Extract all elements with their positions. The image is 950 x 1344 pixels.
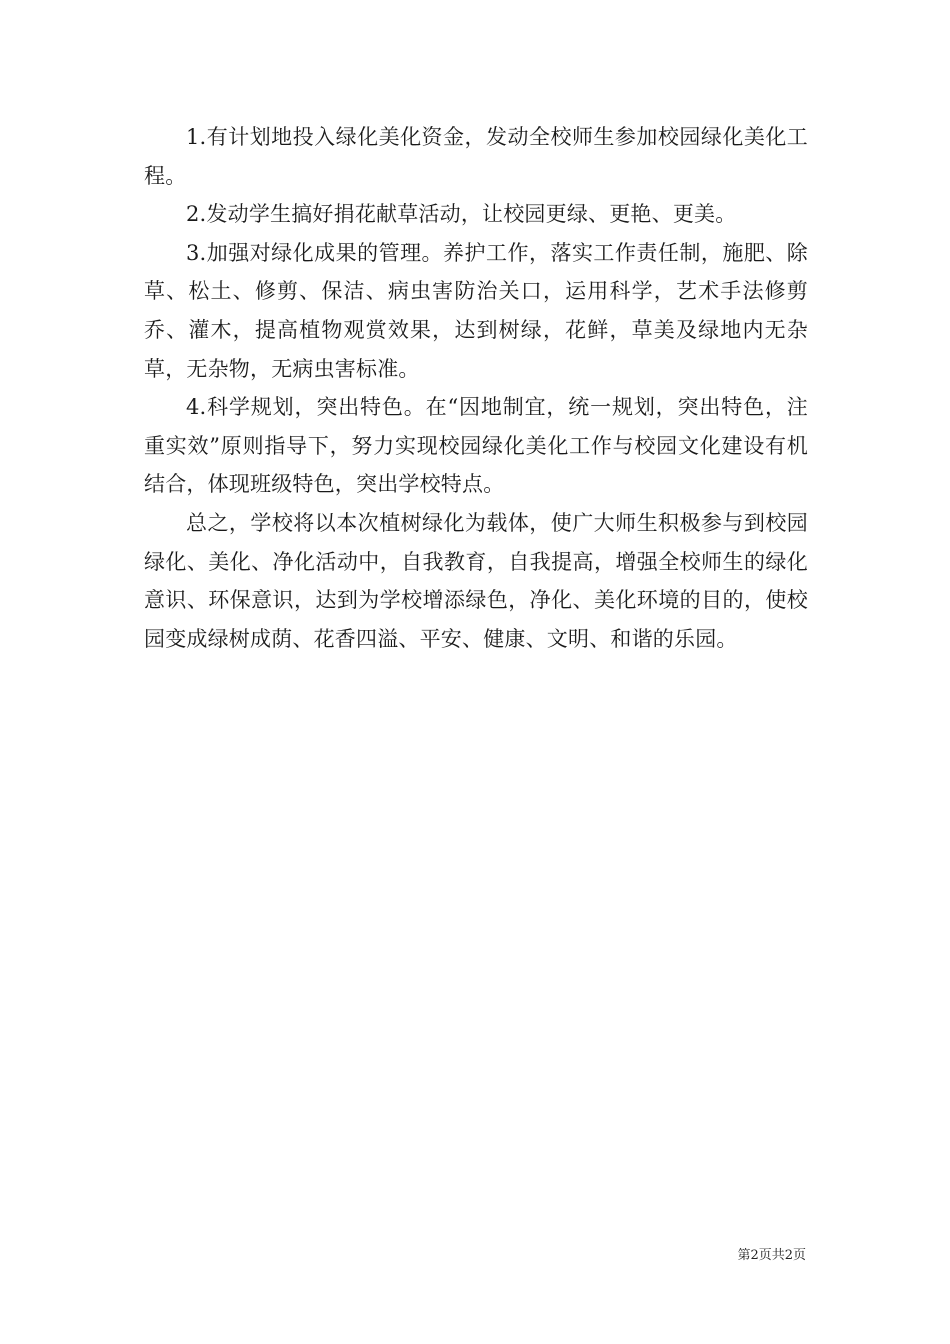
paragraph-1: 1.有计划地投入绿化美化资金，发动全校师生参加校园绿化美化工程。 (144, 125, 808, 188)
paragraph-2: 2.发动学生搞好捐花献草活动，让校园更绿、更艳、更美。 (186, 202, 737, 227)
page-number-footer: 第2页共2页 (737, 1248, 806, 1263)
paragraph-4: 4.科学规划，突出特色。在“因地制宜，统一规划，突出特色，注重实效”原则指导下，努力实现校园绿化美化工作与校园文化建设有机结合，体现班级特色，突出学校特点。 (144, 395, 808, 497)
paragraph-3: 3.加强对绿化成果的管理。养护工作，落实工作责任制，施肥、除草、松土、修剪、保洁、病虫害防治关口，运用科学，艺术手法修剪乔、灌木，提高植物观赏效果，达到树绿，花鲜，草美及绿地内无杂草，无杂物，无病虫害标准。 (144, 240, 808, 381)
document-body (144, 118, 808, 658)
paragraph-5: 总之，学校将以本次植树绿化为载体，使广大师生积极参与到校园绿化、美化、净化活动中，自我教育，自我提高，增强全校师生的绿化意识、环保意识，达到为学校增添绿色，净化、美化环境的目的，使校园变成绿树成荫、花香四溢、平安、健康、文明、和谐的乐园。 (144, 510, 808, 651)
